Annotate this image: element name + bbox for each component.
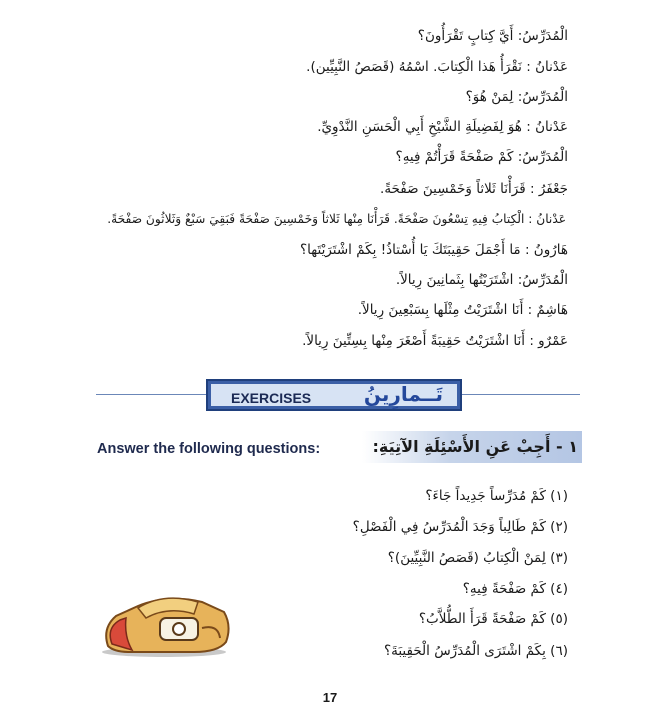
utterance: اشْتَرَيْتُها بِثَمانِينَ رِيالاً.: [395, 272, 514, 288]
speaker: هَاشِمٌ :: [527, 302, 568, 318]
question-item: (٦) بِكَمْ اشْتَرَى الْمُدَرِّسُ الْحَقِيبَةَ؟: [383, 643, 568, 659]
utterance: نَقْرَأُ هَذا الْكِتابَ. اسْمُهُ (قَصَصُ النَّبِيِّين).: [306, 59, 522, 75]
speaker: هَارُونُ :: [524, 242, 568, 258]
dialogue-line: [306, 56, 568, 78]
dialogue-line: [380, 178, 568, 200]
dialogue-line: [107, 208, 566, 230]
dialogue-line: [396, 269, 568, 291]
exercises-banner: [206, 379, 462, 411]
utterance: أَنَا اشْتَرَيْتُ حَقِيبَةً أَصْغَرَ مِنْها بِسِتِّينَ رِيالاً.: [302, 333, 526, 349]
dialogue-line: [358, 299, 568, 321]
speaker: الْمُدَرِّسُ:: [517, 28, 568, 44]
utterance: الْكِتابُ فِيهِ تِسْعُونَ صَفْحَةً. قَرَأْنَا مِنْها ثَلاثاً وَخَمْسِينَ صَفْحَةً فَبَقِيَ سَبْعٌ وَثَلاثُونَ صَفْحَةً.: [107, 212, 525, 226]
dialogue-line: [317, 116, 568, 138]
utterance: مَا أَجْمَلَ حَقِيبَتَكَ يَا أُسْتاذُ! بِكَمْ اشْتَرَيْتَها؟: [300, 242, 521, 258]
question-instruction-ar: ١ - أَجِبْ عَنِ الأَسْئِلَةِ الآتِيَةِ:: [372, 437, 578, 456]
utterance: كَمْ صَفْحَةً قَرَأْتُمْ فِيهِ؟: [395, 149, 514, 165]
exercises-label-ar: تَــمارِينُ: [363, 382, 443, 406]
speaker: الْمُدَرِّسُ:: [517, 149, 568, 165]
utterance: هُوَ لِفَضِيلَةِ الشَّيْخِ أَبِي الْحَسَنِ النَّدْوِيِّ.: [317, 119, 522, 135]
bag-illustration: [98, 588, 234, 658]
dialogue-line: [302, 330, 568, 352]
dialogue-line: [418, 25, 568, 47]
question-item: (٤) كَمْ صَفْحَةً فِيهِ؟: [462, 581, 568, 597]
speaker: عَدْنانُ :: [526, 119, 568, 135]
dialogue-line: [396, 146, 568, 168]
speaker: الْمُدَرِّسُ:: [517, 89, 568, 105]
question-item: (١) كَمْ مُدَرِّساً جَدِيداً جَاءَ؟: [425, 488, 568, 504]
question-item: (٣) لِمَنْ الْكِتابُ (قَصَصُ النَّبِيِّينَ)؟: [387, 550, 568, 566]
speaker: الْمُدَرِّسُ:: [517, 272, 568, 288]
speaker: عَدْنانُ :: [528, 212, 566, 226]
divider-right: [460, 394, 580, 395]
banner-panel: [211, 384, 457, 406]
question-item: (٥) كَمْ صَفْحَةً قَرَأَ الطُّلاَّبُ؟: [418, 611, 568, 627]
dialogue-line: [466, 86, 568, 108]
utterance: أَنَا اشْتَرَيْتُ مِثْلَها بِسَبْعِينَ رِيالاً.: [357, 302, 524, 318]
exercises-label-en: EXERCISES: [231, 390, 312, 406]
speaker: عَمْرٌو :: [529, 333, 568, 349]
page-number: 17: [322, 690, 338, 705]
speaker: عَدْنانُ :: [526, 59, 568, 75]
bag-buckle: [173, 623, 185, 635]
speaker: جَعْفَرُ :: [530, 181, 568, 197]
question-instruction-en: Answer the following questions:: [97, 441, 321, 457]
utterance: لِمَنْ هُوَ؟: [465, 89, 514, 105]
utterance: قَرَأْنَا ثَلاثاً وَخَمْسِينَ صَفْحَةً.: [380, 181, 526, 197]
divider-left: [96, 394, 208, 395]
utterance: أَيَّ كِتابٍ تَقْرَأُونَ؟: [417, 28, 514, 44]
dialogue-line: [300, 239, 568, 261]
question-item: (٢) كَمْ طَالِباً وَجَدَ الْمُدَرِّسُ فِي الْفَصْلِ؟: [352, 519, 568, 535]
